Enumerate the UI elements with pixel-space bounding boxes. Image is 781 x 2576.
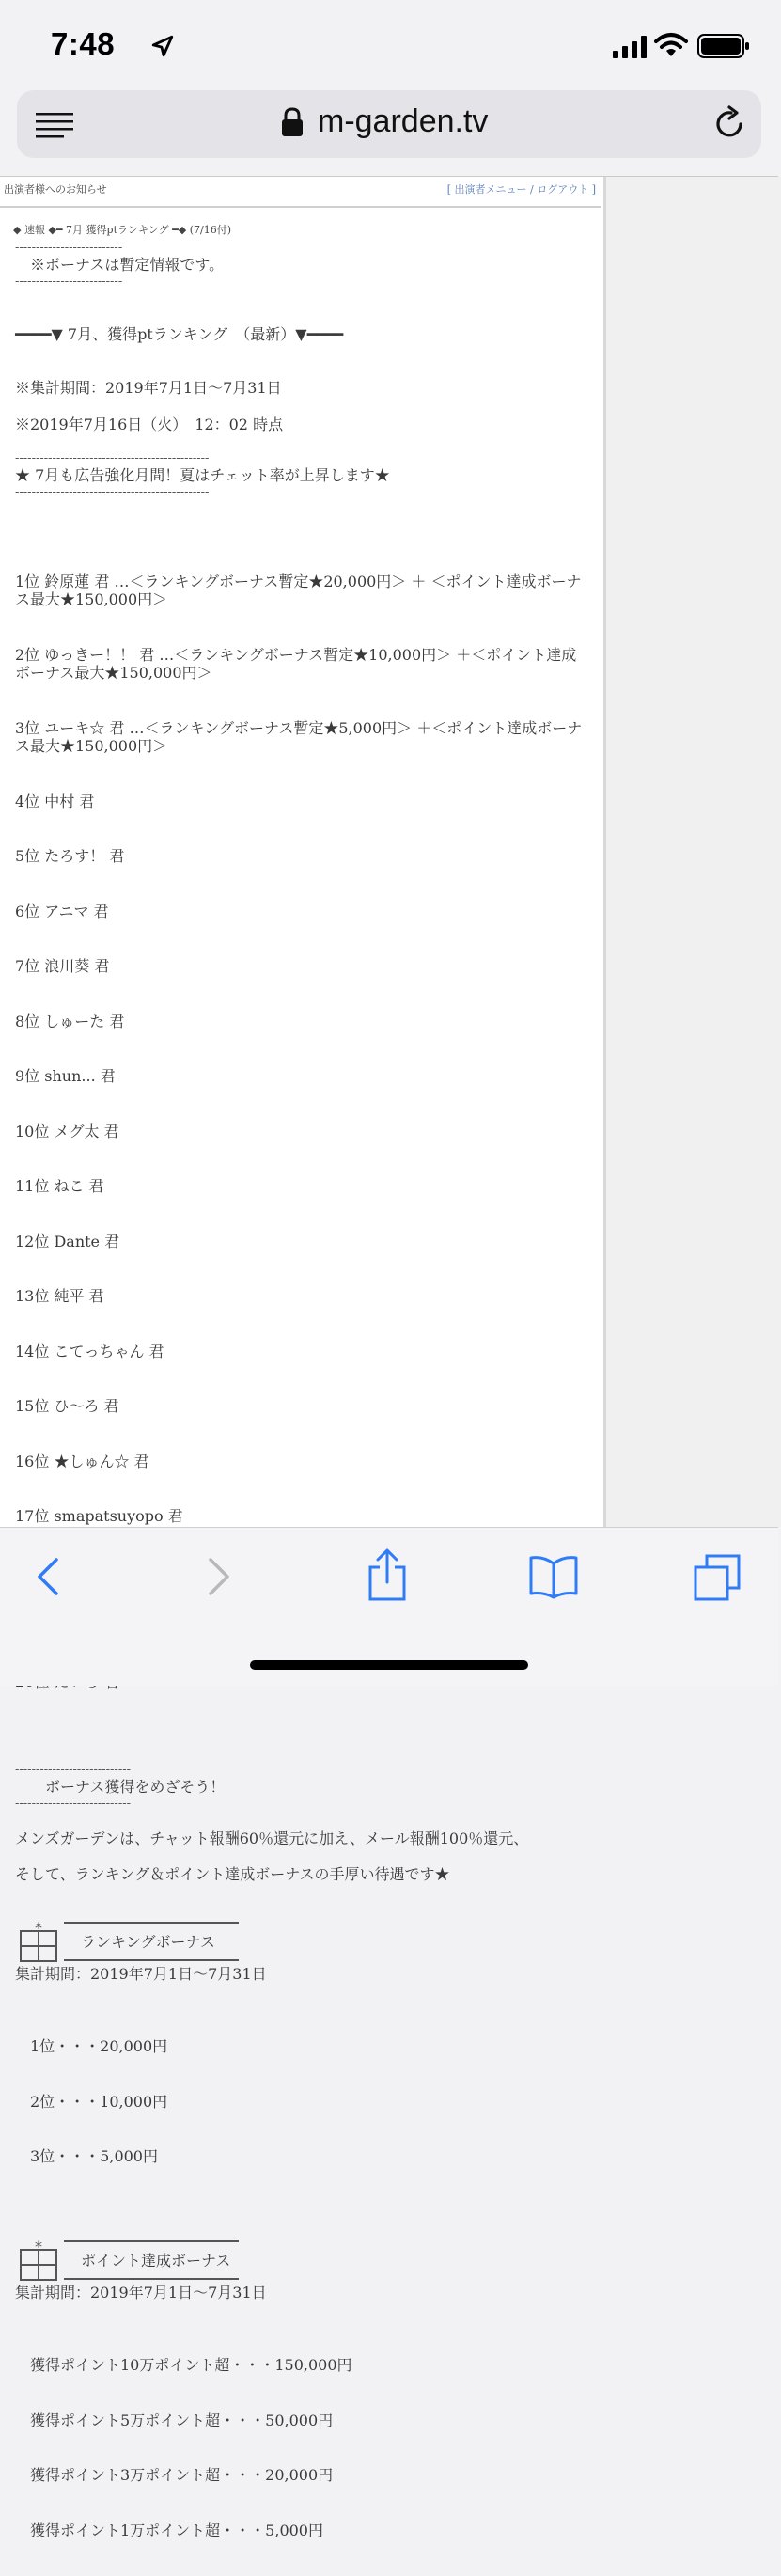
lock-icon: [280, 107, 305, 137]
description-line: そして、ランキング＆ポイント達成ボーナスの手厚い待遇です★: [15, 1865, 450, 1883]
point-bonus-item: 獲得ポイント10万ポイント超・・・150,000円: [30, 2356, 352, 2374]
reader-menu-icon[interactable]: [36, 109, 75, 139]
clock: 7:48: [51, 26, 116, 61]
performer-menu-logout-link[interactable]: [ 出演者メニュー / ログアウト ]: [446, 183, 596, 196]
home-indicator[interactable]: [250, 1660, 528, 1670]
ranking-item: 13位 純平 君: [15, 1287, 104, 1305]
ranking-item: 3位 ユーキ☆ 君 …＜ランキングボーナス暫定★5,000円＞ ＋＜ポイント達成ボーナス最大★150,000円＞: [15, 718, 583, 755]
point-bonus-heading: [15, 2238, 588, 2284]
dash-line: --------------------------: [15, 241, 123, 255]
point-bonus-item: 獲得ポイント3万ポイント超・・・20,000円: [30, 2466, 334, 2484]
ranking-item: 17位 smapatsuyopo 君: [15, 1507, 183, 1525]
aim-bonus-text: ボーナス獲得をめざそう！: [15, 1778, 226, 1796]
bookmarks-icon[interactable]: [528, 1554, 579, 1599]
dash-line: ----------------------------: [15, 1796, 131, 1811]
share-icon[interactable]: [367, 1548, 408, 1601]
tabs-icon[interactable]: [694, 1554, 742, 1601]
notice-title: 出演者様へのお知らせ: [4, 183, 107, 196]
reload-icon[interactable]: [712, 105, 746, 141]
svg-text:*: *: [35, 2237, 42, 2255]
status-bar: [0, 0, 778, 85]
header-bar: [4, 181, 600, 196]
dash-line: -----------------------------------------------: [15, 484, 210, 499]
ranking-item: 11位 ねこ 君: [15, 1177, 104, 1195]
grid-sparkle-icon: [19, 2237, 60, 2282]
point-bonus-list: [15, 2319, 588, 2576]
ranking-item: 8位 しゅーた 君: [15, 1012, 125, 1030]
web-content[interactable]: [0, 177, 778, 2539]
ranking-item: 14位 こてっちゃん 君: [15, 1342, 164, 1360]
dash-line: -----------------------------------------------: [15, 451, 210, 465]
battery-icon: [697, 34, 750, 58]
ranking-item: 12位 Dante 君: [15, 1232, 120, 1250]
forward-icon[interactable]: [205, 1556, 233, 1597]
ranking-item: 7位 浪川葵 君: [15, 957, 110, 975]
ranking-item: 4位 中村 君: [15, 792, 95, 810]
point-bonus-period: 集計期間：2019年7月1日〜7月31日: [15, 2283, 267, 2301]
ranking-item: 9位 shun... 君: [15, 1067, 116, 1085]
ranking-bonus-heading: [15, 1920, 588, 1965]
svg-text:*: *: [35, 1918, 42, 1937]
dash-line: --------------------------: [15, 274, 123, 289]
description-line: メンズガーデンは、チャット報酬60％還元に加え、メール報酬100％還元、: [15, 1829, 529, 1847]
point-bonus-item: 獲得ポイント5万ポイント超・・・50,000円: [30, 2411, 334, 2429]
ranking-bonus-item: 2位・・・10,000円: [30, 2092, 168, 2111]
page-right-gutter: [603, 177, 781, 1527]
ranking-item: 6位 アニマ 君: [15, 902, 109, 920]
wifi-icon: [654, 32, 688, 58]
ranking-item: 2位 ゆっきー！！ 君 …＜ランキングボーナス暫定★10,000円＞ ＋＜ポイント達成ボーナス最大★150,000円＞: [15, 645, 577, 682]
url-domain[interactable]: m-garden.tv: [318, 103, 489, 139]
ranking-item: 5位 たろす！ 君: [15, 847, 125, 865]
ranking-bonus-period: 集計期間：2019年7月1日〜7月31日: [15, 1964, 267, 1983]
ranking-bonus-item: 3位・・・5,000円: [30, 2147, 158, 2165]
point-bonus-item: 獲得ポイント1万ポイント超・・・5,000円: [30, 2521, 323, 2539]
location-arrow-icon: [150, 34, 175, 58]
grid-sparkle-icon: [19, 1918, 60, 1963]
ranking-bonus-item: 1位・・・20,000円: [30, 2037, 168, 2055]
bonus-note: ※ボーナスは暫定情報です。: [15, 256, 225, 274]
news-title: ◆ 速報 ◆━ 7月 獲得ptランキング ━◆ (7/16付): [13, 224, 232, 236]
article: [15, 241, 588, 2576]
ranking-header: ━━━━▼ 7月、獲得ptランキング （最新）▼━━━━: [15, 324, 344, 343]
ranking-item: 1位 鈴原蓮 君 …＜ランキングボーナス暫定★20,000円＞ ＋ ＜ポイント達成ボーナス最大★150,000円＞: [15, 572, 582, 608]
cellular-signal-icon: [613, 36, 648, 58]
ranking-item: 10位 メグ太 君: [15, 1122, 119, 1140]
timestamp-text: ※2019年7月16日（火） 12：02 時点: [15, 415, 284, 433]
ranking-bonus-title: ランキングボーナス: [81, 1932, 215, 1951]
period-text: ※集計期間：2019年7月1日〜7月31日: [15, 379, 282, 397]
ranking-item: 15位 ひ〜ろ 君: [15, 1397, 119, 1415]
ranking-bonus-list: [15, 2001, 588, 2203]
point-bonus-title: ポイント達成ボーナス: [81, 2251, 231, 2270]
back-icon[interactable]: [34, 1556, 62, 1597]
header-divider: [0, 206, 601, 208]
campaign-text: ★ 7月も広告強化月間！夏はチェット率が上昇します★: [15, 466, 390, 484]
ranking-item: 16位 ★しゅん☆ 君: [15, 1452, 149, 1470]
address-bar[interactable]: [17, 90, 761, 158]
dash-line: ----------------------------: [15, 1763, 131, 1777]
